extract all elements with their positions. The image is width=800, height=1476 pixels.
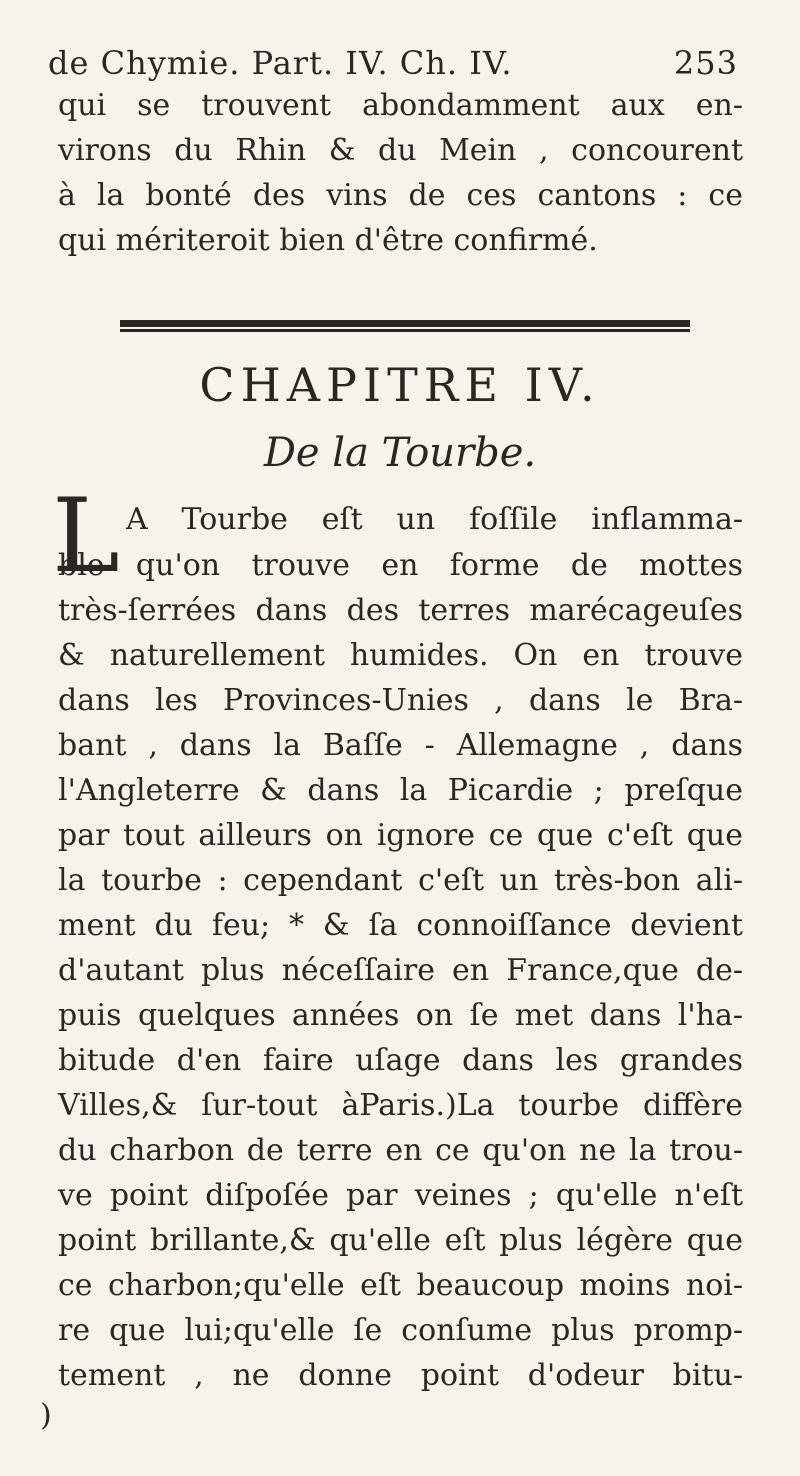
ornamental-rule <box>120 320 690 329</box>
text-line: à la bonté des vins de ces cantons : ce <box>58 178 743 213</box>
text-line: qui se trouvent abondamment aux en- <box>58 88 743 123</box>
page-number: 253 <box>673 44 738 82</box>
margin-mark: ) <box>40 1398 52 1433</box>
text-line: dans les Provinces-Unies , dans le Bra- <box>58 683 743 718</box>
text-line: puis quelques années on ſe met dans l'ha- <box>58 998 743 1033</box>
running-head <box>48 44 738 82</box>
text-line: bitude d'en faire uſage dans les grandes <box>58 1043 743 1078</box>
text-line: bant , dans la Baſſe - Allemagne , dans <box>58 728 743 763</box>
text-line: ve point diſpoſée par veines ; qu'elle n'eſt <box>58 1178 743 1213</box>
section-title: De la Tourbe. <box>263 430 537 476</box>
text-line: ce charbon;qu'elle eſt beaucoup moins noi- <box>58 1268 743 1303</box>
text-line: du charbon de terre en ce qu'on ne la trou- <box>58 1133 743 1168</box>
text-line: ment du feu; * & ſa connoiſſance devient <box>58 908 743 943</box>
text-line: point brillante,& qu'elle eſt plus légère que <box>58 1223 743 1258</box>
text-line: très-ſerrées dans des terres marécageuſes <box>58 593 743 628</box>
text-line: par tout ailleurs on ignore ce que c'eſt que <box>58 818 743 853</box>
text-line: virons du Rhin & du Mein , concourent <box>58 133 743 168</box>
text-line: ble qu'on trouve en forme de mottes <box>58 548 743 583</box>
first-line: A Tourbe eſt un foſſile inflamma- <box>126 502 743 537</box>
text-line: d'autant plus néceſſaire en France,que de- <box>58 953 743 988</box>
chapter-title: CHAPITRE IV. <box>199 358 601 412</box>
text-line: Villes,& ſur-tout àParis.)La tourbe diffère <box>58 1088 743 1123</box>
text-line: re que lui;qu'elle ſe conſume plus promp- <box>58 1313 743 1348</box>
drop-cap: L <box>52 477 120 596</box>
text-line: tement , ne donne point d'odeur bitu- <box>58 1358 743 1393</box>
text-line: l'Angleterre & dans la Picardie ; preſque <box>58 773 743 808</box>
text-line: la tourbe : cependant c'eſt un très-bon ali- <box>58 863 743 898</box>
running-head-title: de Chymie. Part. IV. Ch. IV. <box>48 44 513 82</box>
text-line: qui mériteroit bien d'être confirmé. <box>58 223 598 258</box>
text-line: & naturellement humides. On en trouve <box>58 638 743 673</box>
